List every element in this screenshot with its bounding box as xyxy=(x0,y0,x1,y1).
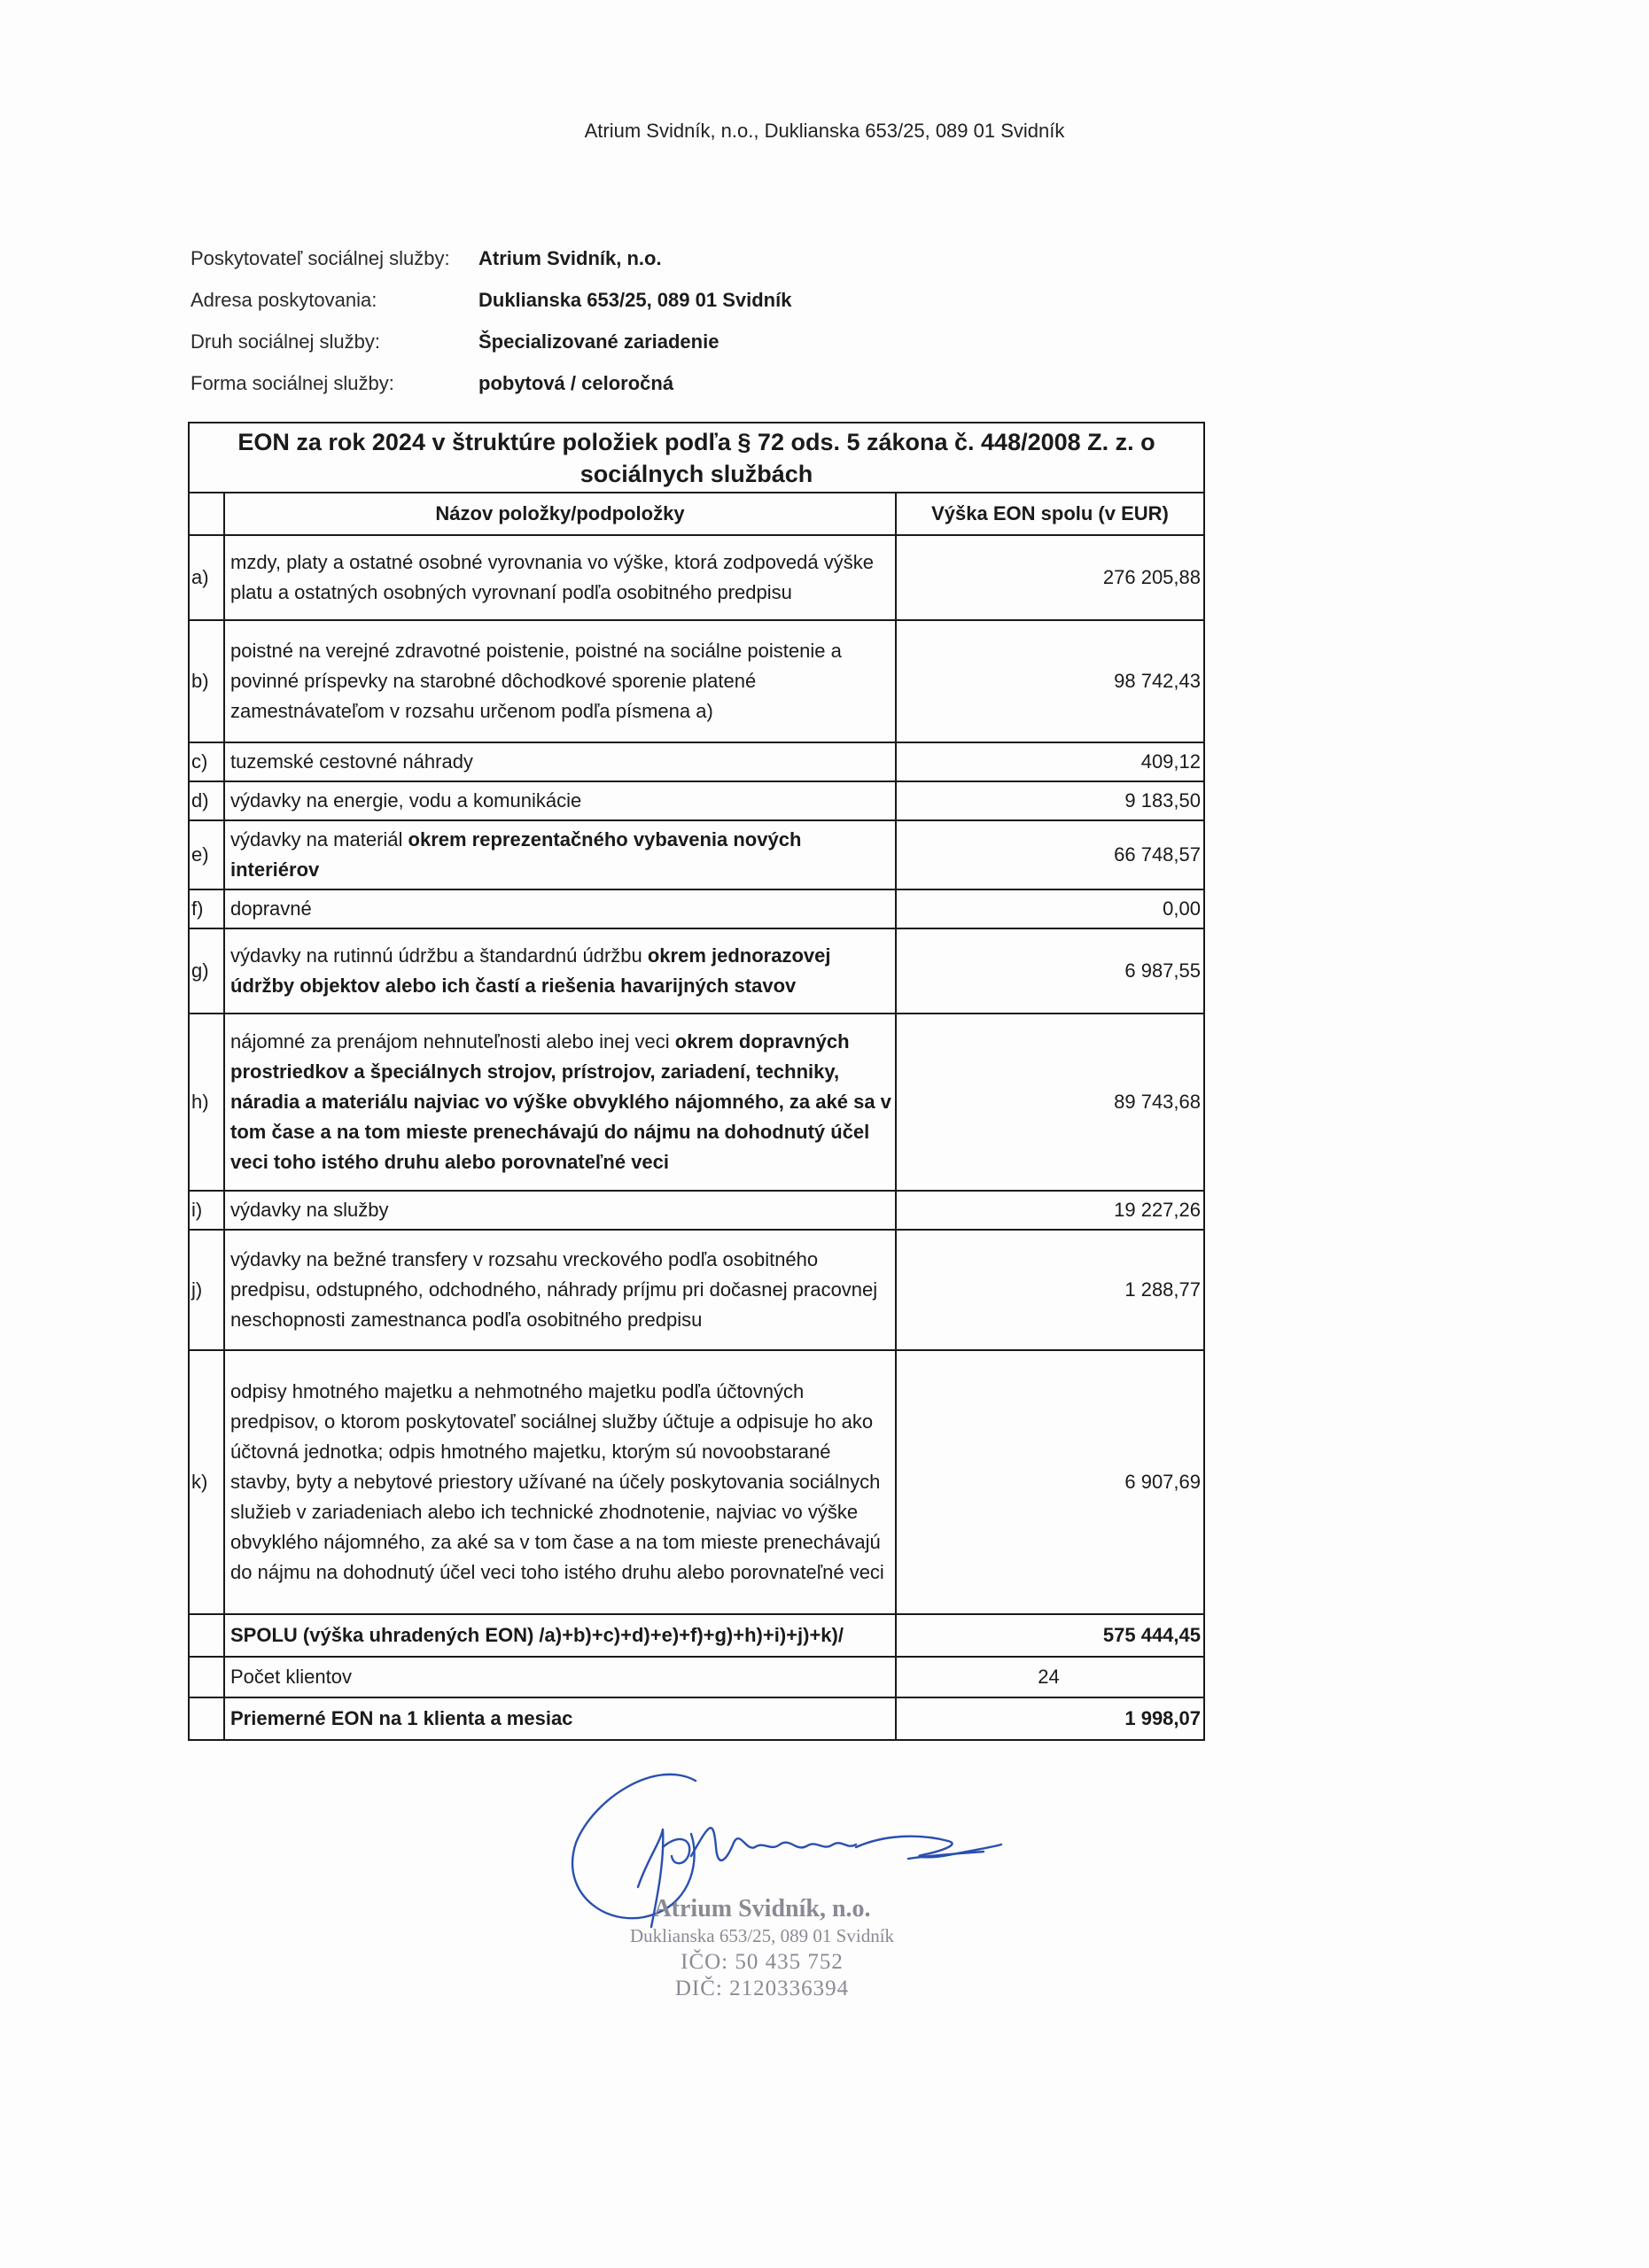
row-description xyxy=(224,781,896,820)
stamp-line: Atrium Svidník, n.o. xyxy=(653,1895,871,1922)
row-letter: b) xyxy=(189,620,224,742)
info-value: Špecializované zariadenie xyxy=(478,330,719,353)
info-row xyxy=(191,279,791,321)
row-text: mzdy, platy a ostatné osobné vyrovnania vo výške, ktorá zodpovedá výške platu a ostatných osobných vyrovnaní podľa osobitného predpisu xyxy=(230,551,874,603)
clients-label: Počet klientov xyxy=(224,1657,896,1697)
row-amount: 89 743,68 xyxy=(896,1014,1204,1191)
table-row xyxy=(189,889,1204,928)
row-amount: 19 227,26 xyxy=(896,1191,1204,1230)
row-text: poistné na verejné zdravotné poistenie, poistné na sociálne poistenie a povinné príspevky na starobné dôchodkové sporenie platené zamestnávateľom v rozsahu určenom podľa písmena a) xyxy=(230,640,842,722)
average-value: 1 998,07 xyxy=(896,1697,1204,1740)
row-description xyxy=(224,1350,896,1614)
row-description xyxy=(224,1191,896,1230)
document-header: Atrium Svidník, n.o., Duklianska 653/25, 089 01 Svidník xyxy=(584,120,1065,142)
stamp-line: Duklianska 653/25, 089 01 Svidník xyxy=(629,1925,895,1946)
total-amount: 575 444,45 xyxy=(896,1614,1204,1657)
total-row xyxy=(189,1614,1204,1657)
average-row xyxy=(189,1697,1204,1740)
row-text-bold: okrem dopravných prostriedkov a špeciálnych strojov, prístrojov, zariadení, techniky, náradia a materiálu najviac vo výške obvyklého nájomného, za aké sa v tom čase a na tom mieste prenechávajú do nájmu na dohodnutý účel veci toho istého druhu alebo porovnateľné veci xyxy=(230,1030,891,1173)
row-description xyxy=(224,889,896,928)
row-text-bold: okrem reprezentačného vybavenia nových interiérov xyxy=(230,828,802,881)
row-text-bold: okrem jednorazovej údržby objektov alebo ich častí a riešenia havarijných stavov xyxy=(230,944,831,997)
column-header-name: Názov položky/podpoložky xyxy=(224,493,896,535)
row-letter: h) xyxy=(189,1014,224,1191)
row-amount: 9 183,50 xyxy=(896,781,1204,820)
table-title: EON za rok 2024 v štruktúre položiek podľa § 72 ods. 5 zákona č. 448/2008 Z. z. o sociálnych službách xyxy=(189,423,1204,493)
table-row xyxy=(189,1014,1204,1191)
info-value: Atrium Svidník, n.o. xyxy=(478,246,662,269)
row-text: tuzemské cestovné náhrady xyxy=(230,750,473,773)
row-amount: 0,00 xyxy=(896,889,1204,928)
row-description xyxy=(224,1230,896,1350)
row-letter: i) xyxy=(189,1191,224,1230)
stamp-line: IČO: 50 435 752 xyxy=(681,1950,844,1974)
row-text: nájomné za prenájom nehnuteľnosti alebo inej veci xyxy=(230,1030,675,1052)
row-letter: k) xyxy=(189,1350,224,1614)
info-label: Druh sociálnej služby: xyxy=(191,330,380,353)
row-letter xyxy=(189,1657,224,1697)
row-text: výdavky na bežné transfery v rozsahu vreckového podľa osobitného predpisu, odstupného, odchodného, náhrady príjmu pri dočasnej pracovnej neschopnosti zamestnanca podľa osobitného predpisu xyxy=(230,1248,878,1331)
clients-value: 24 xyxy=(896,1657,1204,1697)
row-letter: g) xyxy=(189,928,224,1014)
row-letter: c) xyxy=(189,742,224,781)
company-stamp xyxy=(603,1896,922,2002)
eon-table xyxy=(188,422,1205,1741)
clients-row xyxy=(189,1657,1204,1697)
row-text: odpisy hmotného majetku a nehmotného majetku podľa účtovných predpisov, o ktorom poskytovateľ sociálnej služby účtuje a odpisuje ho ako účtovná jednotka; odpis hmotného majetku, ktorým sú novoobstarané stavby, byty a nebytové priestory užívané na účely poskytovania sociálnych služieb v zariadeniach alebo ich technické zhodnotenie, najviac vo výške obvyklého nájomného, za aké sa v tom čase a na tom mieste prenechávajú do nájmu na dohodnutý účel veci toho istého druhu alebo porovnateľné veci xyxy=(230,1380,884,1583)
table-row xyxy=(189,742,1204,781)
row-text: výdavky na služby xyxy=(230,1199,389,1221)
table-row xyxy=(189,820,1204,889)
row-amount: 409,12 xyxy=(896,742,1204,781)
row-description xyxy=(224,1014,896,1191)
row-amount: 1 288,77 xyxy=(896,1230,1204,1350)
column-header-amount: Výška EON spolu (v EUR) xyxy=(896,493,1204,535)
provider-info xyxy=(191,237,791,404)
row-letter: e) xyxy=(189,820,224,889)
row-description xyxy=(224,820,896,889)
table-row xyxy=(189,781,1204,820)
row-description xyxy=(224,535,896,620)
total-label: SPOLU (výška uhradených EON) /a)+b)+c)+d)+e)+f)+g)+h)+i)+j)+k)/ xyxy=(224,1614,896,1657)
row-description xyxy=(224,928,896,1014)
info-label: Forma sociálnej služby: xyxy=(191,371,394,394)
info-row xyxy=(191,237,791,279)
average-label: Priemerné EON na 1 klienta a mesiac xyxy=(224,1697,896,1740)
info-row xyxy=(191,362,791,404)
row-text: dopravné xyxy=(230,897,312,920)
table-row xyxy=(189,1191,1204,1230)
row-description xyxy=(224,742,896,781)
table-row xyxy=(189,620,1204,742)
row-description xyxy=(224,620,896,742)
table-row xyxy=(189,1350,1204,1614)
row-text: výdavky na rutinnú údržbu a štandardnú údržbu xyxy=(230,944,648,967)
row-amount: 66 748,57 xyxy=(896,820,1204,889)
row-amount: 6 987,55 xyxy=(896,928,1204,1014)
row-text: výdavky na energie, vodu a komunikácie xyxy=(230,789,582,812)
row-letter: j) xyxy=(189,1230,224,1350)
table-row xyxy=(189,535,1204,620)
row-amount: 6 907,69 xyxy=(896,1350,1204,1614)
row-text: výdavky na materiál xyxy=(230,828,408,850)
row-amount: 276 205,88 xyxy=(896,535,1204,620)
row-letter: d) xyxy=(189,781,224,820)
row-letter: a) xyxy=(189,535,224,620)
row-letter: f) xyxy=(189,889,224,928)
info-row xyxy=(191,321,791,362)
info-value: Duklianska 653/25, 089 01 Svidník xyxy=(478,288,792,311)
row-amount: 98 742,43 xyxy=(896,620,1204,742)
row-letter xyxy=(189,1697,224,1740)
info-label: Poskytovateľ sociálnej služby: xyxy=(191,246,450,269)
table-row xyxy=(189,1230,1204,1350)
stamp-line: DIČ: 2120336394 xyxy=(674,1977,850,2000)
info-label: Adresa poskytovania: xyxy=(191,288,377,311)
row-letter xyxy=(189,1614,224,1657)
header-letter-cell xyxy=(189,493,224,535)
info-value: pobytová / celoročná xyxy=(478,371,674,394)
table-row xyxy=(189,928,1204,1014)
